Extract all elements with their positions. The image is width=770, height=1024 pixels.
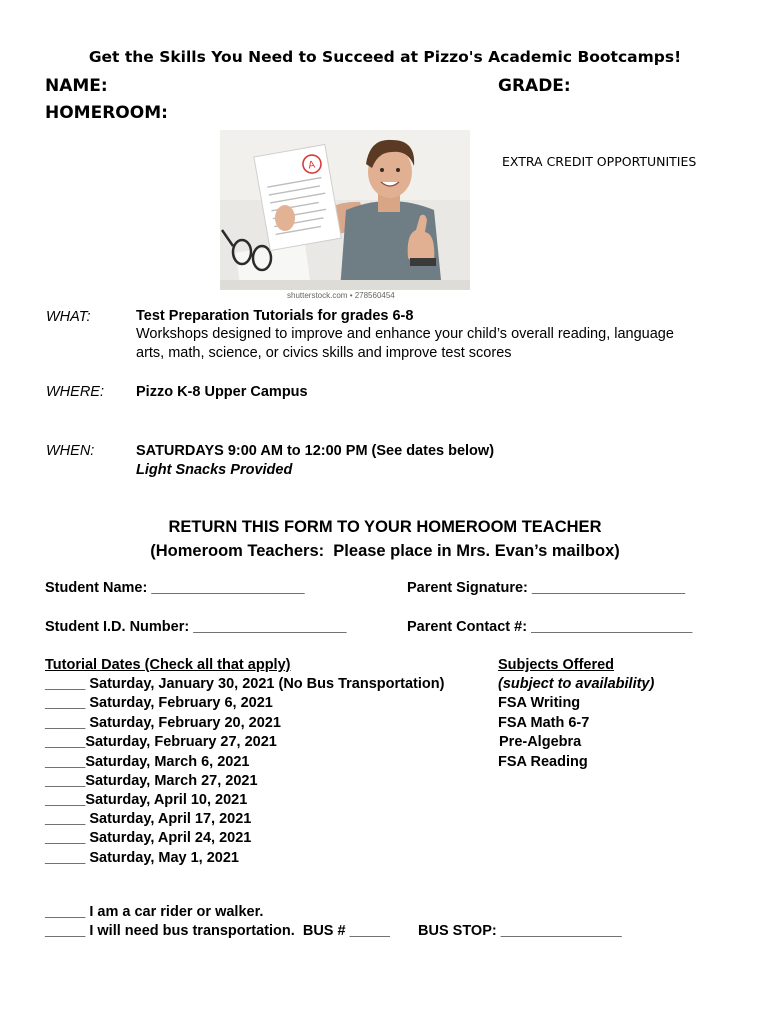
when-label: WHEN: xyxy=(46,443,95,459)
subject-item: FSA Writing xyxy=(498,695,581,711)
student-name-field[interactable]: Student Name: ___________________ xyxy=(45,580,305,596)
bus-stop-field[interactable]: BUS STOP: _______________ xyxy=(418,923,622,939)
tutorial-date-item[interactable]: _____Saturday, February 27, 2021 xyxy=(45,734,277,750)
tutorial-date-item[interactable]: _____Saturday, March 27, 2021 xyxy=(45,773,258,789)
tutorial-date-item[interactable]: _____ Saturday, February 20, 2021 xyxy=(45,715,281,731)
what-label: WHAT: xyxy=(46,309,91,325)
parent-signature-field[interactable]: Parent Signature: ___________________ xyxy=(407,580,686,596)
name-label: NAME: xyxy=(45,76,108,96)
student-photo xyxy=(220,130,470,290)
return-form-subheading: (Homeroom Teachers: Please place in Mrs. Evan’s mailbox) xyxy=(150,542,620,560)
return-form-heading: RETURN THIS FORM TO YOUR HOMEROOM TEACHER xyxy=(168,518,602,536)
paper-grade: A xyxy=(307,159,316,172)
tutorial-date-item[interactable]: _____ Saturday, April 17, 2021 xyxy=(45,811,252,827)
bus-option[interactable]: _____ I will need bus transportation. BUS # _____ xyxy=(45,923,390,939)
tutorial-date-item[interactable]: _____Saturday, March 6, 2021 xyxy=(45,754,250,770)
parent-contact-field[interactable]: Parent Contact #: ____________________ xyxy=(407,619,693,635)
what-description-line-1: Workshops designed to improve and enhance your child’s overall reading, language xyxy=(136,326,674,342)
car-rider-option[interactable]: _____ I am a car rider or walker. xyxy=(45,904,264,920)
tutorial-date-item[interactable]: _____ Saturday, May 1, 2021 xyxy=(45,850,239,866)
extra-credit-label: EXTRA CREDIT OPPORTUNITIES xyxy=(502,154,697,169)
page-title: Get the Skills You Need to Succeed at Pizzo's Academic Bootcamps! xyxy=(88,48,682,66)
subject-item: FSA Reading xyxy=(498,754,588,770)
tutorial-date-item[interactable]: _____ Saturday, January 30, 2021 (No Bus Transportation) xyxy=(45,676,445,692)
photo-caption: shutterstock.com • 278560454 xyxy=(287,291,395,300)
what-title: Test Preparation Tutorials for grades 6-8 xyxy=(136,308,414,324)
where-label: WHERE: xyxy=(46,384,104,400)
when-value: SATURDAYS 9:00 AM to 12:00 PM (See dates below) xyxy=(136,443,495,459)
subjects-note: (subject to availability) xyxy=(498,676,655,692)
subject-item: FSA Math 6-7 xyxy=(498,715,590,731)
where-value: Pizzo K-8 Upper Campus xyxy=(136,384,308,400)
tutorial-date-item[interactable]: _____Saturday, April 10, 2021 xyxy=(45,792,248,808)
subject-item: Pre-Algebra xyxy=(499,734,582,750)
tutorial-dates-heading: Tutorial Dates (Check all that apply) xyxy=(45,657,291,673)
student-id-field[interactable]: Student I.D. Number: ___________________ xyxy=(45,619,347,635)
snacks-note: Light Snacks Provided xyxy=(136,462,293,478)
grade-label: GRADE: xyxy=(498,76,571,96)
homeroom-label: HOMEROOM: xyxy=(45,103,168,123)
subjects-heading: Subjects Offered xyxy=(498,657,615,673)
tutorial-date-item[interactable]: _____ Saturday, April 24, 2021 xyxy=(45,830,252,846)
tutorial-date-item[interactable]: _____ Saturday, February 6, 2021 xyxy=(45,695,273,711)
what-description-line-2: arts, math, science, or civics skills and improve test scores xyxy=(136,345,512,361)
